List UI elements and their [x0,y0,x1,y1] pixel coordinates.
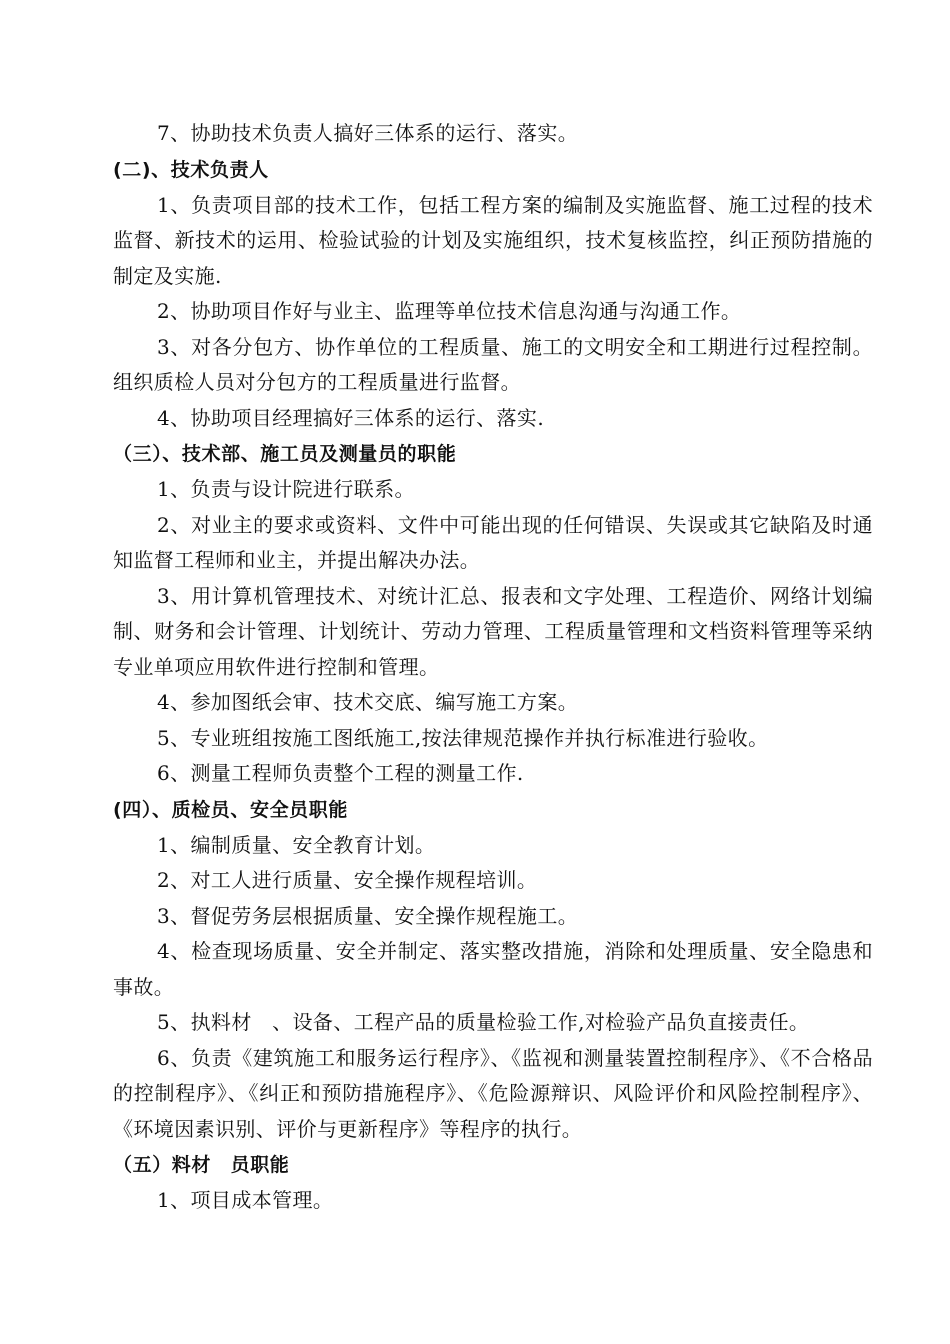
item-team-construction: 5、专业班组按施工图纸施工,按法律规范操作并执行标准进行验收。 [157,725,769,750]
item-computer-management: 3、用计算机管理技术、对统计汇总、报表和文字处理、工程造价、网络计划编制、财务和会计管理、计划统计、劳动力管理、工程质量管理和文档资料管理等采纳专业单项应用软件进行控制和管理。 [113,583,873,679]
item-site-inspection: 4、检查现场质量、安全并制定、落实整改措施，消除和处理质量、安全隐患和事故。 [113,939,873,999]
item-cost-management: 1、项目成本管理。 [157,1188,334,1212]
item-training: 2、对工人进行质量、安全操作规程培训。 [157,868,538,892]
item-process-control: 3、对各分包方、协作单位的工程质量、施工的文明安全和工期进行过程控制。组织质检人员对分包方的工程质量进行监督。 [113,334,873,394]
heading-materials-staff: （五）料材 员职能 [113,1154,290,1176]
heading-quality-safety: (四）、质检员、安全员职能 [113,798,348,821]
item-product-inspection: 5、执料材 、设备、工程产品的质量检验工作,对检验产品负直接责任。 [157,1010,810,1034]
item-supervise-labor: 3、督促劳务层根据质量、安全操作规程施工。 [157,903,579,928]
item-education-plan: 1、编制质量、安全教育计划。 [157,832,436,857]
heading-technical-dept: （三）、技术部、施工员及测量员的职能 [113,443,457,465]
document-body [113,116,873,1219]
item-procedures: 6、负责《建筑施工和服务运行程序》、《监视和测量装置控制程序》、《不合格品的控制程序》、《纠正和预防措施程序》、《危险源辩识、风险评价和风险控制程序》、《环境因素识别、评价与更新程序》等程序的执行。 [113,1045,873,1141]
item-assist-three-systems: 7、协助技术负责人搞好三体系的运行、落实。 [157,121,579,145]
item-assist-manager: 4、协助项目经理搞好三体系的运行、落实. [157,405,545,430]
item-design-liaison: 1、负责与设计院进行联系。 [157,477,415,501]
item-survey-engineer: 6、测量工程师负责整个工程的测量工作. [157,761,524,785]
item-communication: 2、协助项目作好与业主、监理等单位技术信息沟通与沟通工作。 [157,299,742,323]
heading-technical-director: (二)、技术负责人 [113,158,269,181]
item-drawing-review: 4、参加图纸会审、技术交底、编写施工方案。 [157,690,579,714]
item-technical-work: 1、负责项目部的技术工作，包括工程方案的编制及实施监督、施工过程的技术监督、新技术的运用、检验试验的计划及实施组织，技术复核监控，纠正预防措施的制定及实施. [113,192,873,288]
item-error-notice: 2、对业主的要求或资料、文件中可能出现的任何错误、失误或其它缺陷及时通知监督工程师和业主，并提出解决办法。 [113,512,873,572]
